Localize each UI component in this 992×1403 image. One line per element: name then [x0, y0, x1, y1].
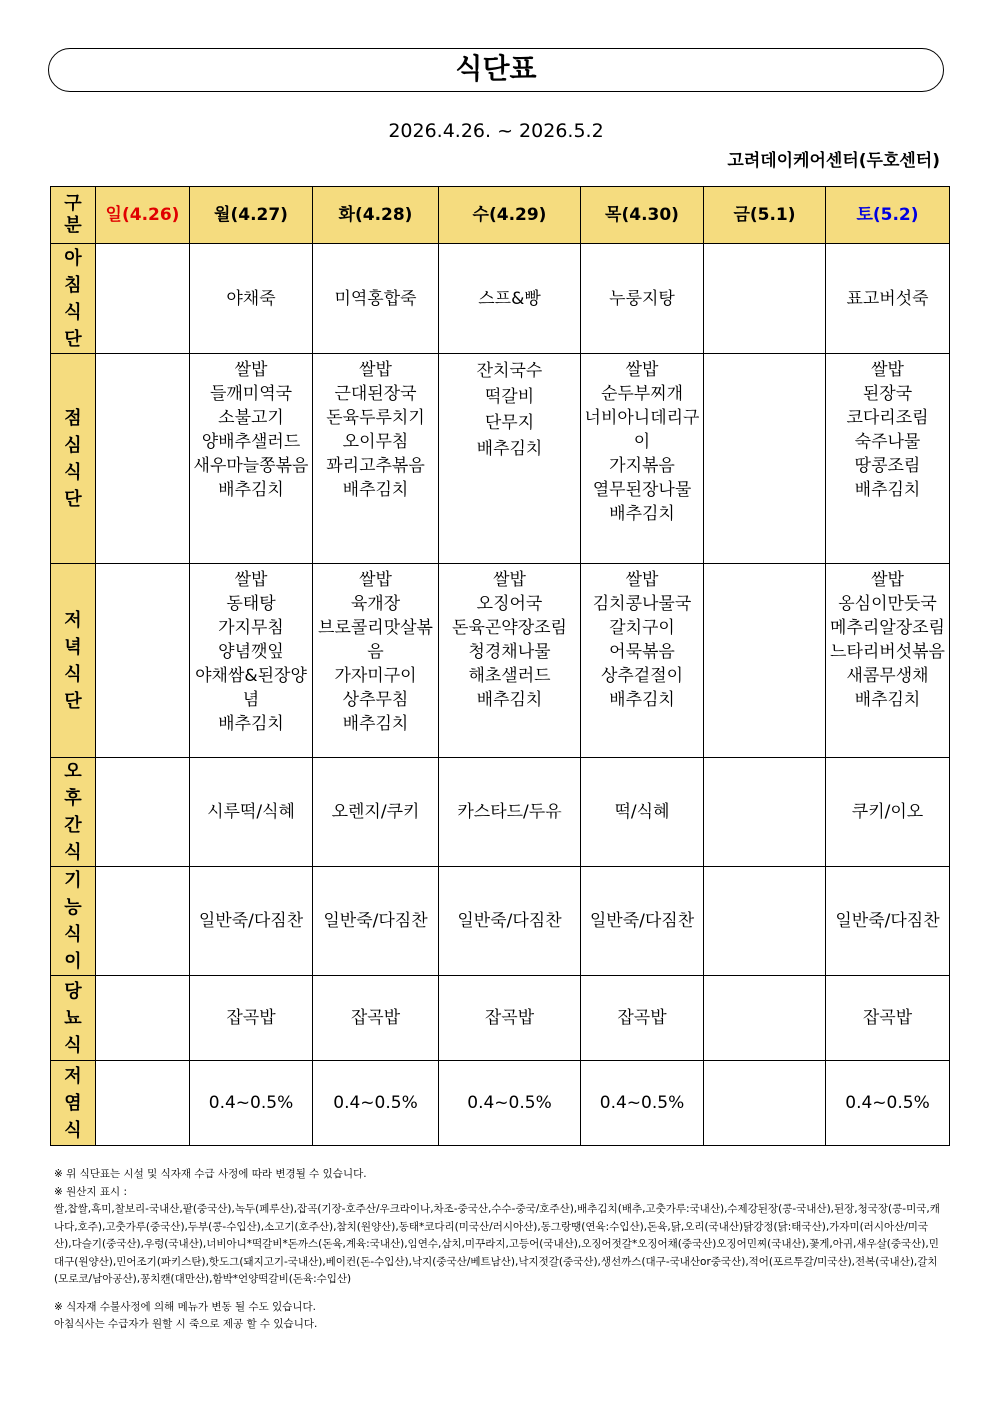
row-label-char: 간 [64, 815, 82, 836]
menu-cell [581, 976, 704, 1061]
menu-cell [704, 564, 826, 758]
row-label-char: 단 [64, 488, 82, 510]
notes [54, 1166, 942, 1334]
menu-cell [439, 1061, 581, 1146]
row-label-char: 염 [64, 1092, 82, 1114]
menu-item: 일반죽/다짐찬 [457, 911, 562, 931]
period: 2026.4.26. ~ 2026.5.2 [388, 120, 604, 142]
menu-item: 표고버섯죽 [846, 288, 929, 309]
menu-item: 단무지 [484, 413, 535, 433]
menu-item: 순두부찌개 [600, 384, 684, 404]
row-breakfast [51, 244, 950, 354]
menu-cell [826, 976, 950, 1061]
menu-item: 스프&빵 [478, 288, 541, 309]
menu-cell [439, 976, 581, 1061]
menu-item: 쿠키/이오 [851, 802, 924, 822]
menu-item: 메추리알장조림 [830, 618, 945, 638]
row-label-char: 식 [64, 1034, 82, 1056]
menu-cell [581, 244, 704, 354]
menu-item: 숙주나물 [854, 432, 921, 452]
menu-item: 오이무침 [342, 432, 409, 452]
row-dinner [51, 564, 950, 758]
menu-cell [313, 758, 439, 867]
row-texture-diet [51, 867, 950, 976]
menu-cell [190, 244, 313, 354]
menu-item: 육개장 [350, 594, 401, 614]
menu-item: 카스타드/두유 [457, 802, 562, 822]
day-header-fri: 금(5.1) [704, 187, 826, 244]
menu-item: 떡갈비 [484, 387, 535, 407]
menu-cell [190, 564, 313, 758]
row-label-char: 단 [64, 690, 82, 712]
menu-item: 미역홍합죽 [334, 288, 417, 309]
menu-item: 근대된장국 [334, 384, 417, 404]
day-header-wed: 수(4.29) [439, 187, 581, 244]
menu-cell [439, 758, 581, 867]
menu-item: 배추김치 [609, 504, 675, 524]
menu-cell [704, 244, 826, 354]
menu-item: 잡곡밥 [226, 1008, 276, 1028]
breakfast-notice: 아침식사는 수급자가 원할 시 죽으로 제공 할 수 있습니다. [54, 1318, 318, 1330]
day-header-thu: 목(4.30) [581, 187, 704, 244]
row-label-char: 능 [64, 897, 82, 918]
row-label-char: 오 [64, 761, 82, 782]
menu-cell [439, 867, 581, 976]
menu-item: 새콤무생채 [846, 666, 929, 686]
menu-cell [190, 1061, 313, 1146]
menu-cell [439, 354, 581, 564]
menu-cell [439, 244, 581, 354]
row-low-salt-diet [51, 1061, 950, 1146]
menu-cell [96, 244, 190, 354]
menu-item: 양배추샐러드 [201, 432, 301, 452]
row-diabetic-diet [51, 976, 950, 1061]
menu-item: 가자미구이 [334, 666, 417, 686]
menu-cell [581, 1061, 704, 1146]
menu-item: 잡곡밥 [862, 1008, 913, 1028]
menu-item: 배추김치 [342, 714, 409, 734]
menu-item: 쌀밥 [625, 360, 659, 380]
menu-item: 잡곡밥 [617, 1008, 667, 1028]
title-box [48, 48, 944, 92]
row-label-diabetic-diet [51, 976, 96, 1061]
menu-item: 쌀밥 [234, 360, 268, 380]
origin-text: 쌀,찹쌀,흑미,찰보리-국내산,팥(중국산),녹두(페루산),잡곡(기장-호주산/우크라이나,차조-중국산,수수-중국/호주산),배추김치(배추,고춧가루:국내산),수제강된장(콩-국내산),된장,청국장(콩-미국,캐나다,호주),고춧가루(중국산),두부(콩-수입산),소고기(호주산),참치(원양산),동태*코다리(미국산/러시아산),동그랑땡(연육:수입산),돈육,닭,오리(국내산)닭강정(닭:태국산),가자미(러시아산/미국산),다슬기(중국산),우렁(국내산),너비아니*떡갈비*돈까스(돈육,계육:국내산),임연수,삼치,미꾸라지,고등어(국내산),오징어젓갈*오징어채(중국산)오징어민찌(국내산),꽃게,아귀,새우살(중국산),민대구(원양산),민어조기(파키스탄),핫도그(돼지고기-국내산),베이컨(돈-수입산),낙지(중국산/베트남산),낙지젓갈(중국산),생선까스(대구-국내산or중국산),적어(포르투갈/미국산),전복(국내산),갈치(모로코/남아공산),꽁치캔(대만산),함박*언양떡갈비(돈육:수입산) [54, 1203, 940, 1285]
menu-item: 갈치구이 [609, 618, 675, 638]
menu-item: 배추김치 [218, 714, 284, 734]
menu-cell [96, 564, 190, 758]
row-label-char: 뇨 [64, 1007, 82, 1029]
row-label-char: 식 [64, 1119, 82, 1141]
menu-cell [96, 976, 190, 1061]
menu-item: 일반죽/다짐찬 [589, 911, 695, 931]
row-label-char: 단 [64, 328, 82, 350]
menu-cell [704, 758, 826, 867]
menu-cell [96, 867, 190, 976]
menu-cell [826, 564, 950, 758]
menu-cell [313, 564, 439, 758]
menu-cell [96, 758, 190, 867]
menu-cell [826, 354, 950, 564]
menu-item: 가지볶음 [609, 456, 675, 476]
menu-cell [704, 1061, 826, 1146]
menu-table [50, 186, 950, 1146]
row-label-breakfast [51, 244, 96, 354]
menu-item: 0.4~0.5% [467, 1093, 552, 1113]
menu-item: 느타리버섯볶음 [830, 642, 945, 662]
row-label-char: 식 [64, 842, 82, 863]
menu-cell [96, 354, 190, 564]
menu-item: 어묵볶음 [609, 642, 675, 662]
menu-cell [313, 1061, 439, 1146]
menu-item: 잔치국수 [476, 361, 543, 381]
menu-item: 열무된장나물 [592, 480, 692, 500]
menu-item: 0.4~0.5% [333, 1093, 418, 1113]
day-header-sun: 일(4.26) [96, 187, 190, 244]
menu-item: 동태탕 [226, 594, 276, 614]
row-label-snack [51, 758, 96, 867]
row-label-char: 식 [64, 301, 82, 323]
menu-item: 쌀밥 [493, 570, 526, 590]
menu-cell [826, 758, 950, 867]
menu-cell [704, 354, 826, 564]
menu-item: 들깨미역국 [209, 384, 293, 404]
menu-item: 김치콩나물국 [592, 594, 692, 614]
row-label-char: 식 [64, 924, 82, 945]
menu-item: 일반죽/다짐찬 [835, 911, 940, 931]
menu-item: 코다리조림 [846, 408, 929, 428]
day-header-tue: 화(4.28) [313, 187, 439, 244]
menu-item: 땅콩조림 [854, 456, 921, 476]
menu-cell [826, 244, 950, 354]
menu-item: 옹심이만둣국 [838, 594, 937, 614]
menu-item: 야채죽 [226, 288, 276, 309]
row-label-dinner [51, 564, 96, 758]
menu-item: 쌀밥 [871, 360, 904, 380]
menu-item: 쌀밥 [234, 570, 268, 590]
row-label-lunch [51, 354, 96, 564]
menu-cell [313, 867, 439, 976]
row-label-char: 아 [64, 247, 82, 269]
menu-cell [581, 354, 704, 564]
menu-item: 누룽지탕 [609, 288, 675, 309]
menu-item: 해초샐러드 [468, 666, 551, 686]
row-label-char: 저 [64, 609, 82, 631]
menu-item: 배추김치 [476, 690, 543, 710]
menu-item: 0.4~0.5% [845, 1093, 930, 1113]
origin-heading: ※ 원산지 표시 : [54, 1185, 128, 1198]
menu-cell [581, 867, 704, 976]
supply-notice: ※ 식자재 수불사정에 의해 메뉴가 변동 될 수도 있습니다. [54, 1300, 316, 1313]
menu-item: 일반죽/다짐찬 [323, 911, 428, 931]
page-title: 식단표 [455, 52, 537, 85]
menu-item: 쌀밥 [871, 570, 904, 590]
menu-cell [704, 867, 826, 976]
menu-item: 오징어국 [476, 594, 543, 614]
menu-item: 가지무침 [218, 618, 284, 638]
menu-item: 꽈리고추볶음 [326, 456, 425, 476]
menu-item: 돈육두루치기 [326, 408, 425, 428]
row-label-texture-diet [51, 867, 96, 976]
corner-cell [51, 187, 96, 244]
menu-item: 떡/식혜 [614, 802, 670, 822]
row-label-low-salt-diet [51, 1061, 96, 1146]
menu-item: 일반죽/다짐찬 [198, 911, 304, 931]
menu-cell [190, 758, 313, 867]
menu-item: 오렌지/쿠키 [331, 802, 420, 822]
row-label-char: 기 [64, 870, 82, 891]
corner-char: 분 [64, 215, 82, 236]
menu-cell [826, 867, 950, 976]
menu-item: 배추김치 [609, 690, 675, 710]
menu-item: 쌀밥 [359, 360, 392, 380]
day-header-mon: 월(4.27) [190, 187, 313, 244]
corner-char: 구 [64, 193, 82, 214]
menu-cell [190, 354, 313, 564]
menu-item: 쌀밥 [625, 570, 659, 590]
menu-item: 상추겉절이 [600, 666, 684, 686]
menu-item: 배추김치 [342, 480, 409, 500]
menu-cell [313, 354, 439, 564]
row-label-char: 저 [64, 1065, 82, 1087]
menu-item: 양념깻잎 [218, 642, 284, 662]
menu-item: 브로콜리맛살볶음 [318, 618, 433, 662]
menu-cell [313, 976, 439, 1061]
menu-item: 새우마늘쫑볶음 [193, 456, 309, 476]
menu-item: 돈육곤약장조림 [452, 618, 567, 638]
menu-item: 쌀밥 [359, 570, 392, 590]
menu-item: 배추김치 [854, 690, 921, 710]
row-snack [51, 758, 950, 867]
row-label-char: 식 [64, 663, 82, 685]
menu-item: 배추김치 [854, 480, 921, 500]
row-label-char: 식 [64, 461, 82, 483]
menu-cell [581, 564, 704, 758]
menu-cell [313, 244, 439, 354]
menu-cell [96, 1061, 190, 1146]
menu-item: 청경채나물 [468, 642, 551, 662]
menu-item: 시루떡/식혜 [207, 802, 295, 822]
row-label-char: 후 [64, 788, 82, 809]
menu-cell [704, 976, 826, 1061]
menu-item: 야채쌈&된장양념 [195, 666, 307, 710]
menu-item: 0.4~0.5% [208, 1093, 294, 1113]
menu-item: 소불고기 [218, 408, 284, 428]
menu-item: 배추김치 [218, 480, 284, 500]
menu-item: 배추김치 [476, 439, 543, 459]
menu-cell [581, 758, 704, 867]
row-label-char: 점 [64, 407, 82, 429]
row-label-char: 당 [64, 980, 82, 1002]
menu-cell [190, 976, 313, 1061]
menu-item: 0.4~0.5% [599, 1093, 685, 1113]
change-notice: ※ 위 식단표는 시설 및 식자재 수급 사정에 따라 변경될 수 있습니다. [54, 1168, 367, 1180]
row-label-char: 심 [64, 434, 82, 456]
row-lunch [51, 354, 950, 564]
header-row [51, 187, 950, 244]
menu-cell [826, 1061, 950, 1146]
menu-item: 된장국 [862, 384, 913, 404]
menu-item: 잡곡밥 [350, 1008, 401, 1028]
menu-cell [439, 564, 581, 758]
menu-item: 잡곡밥 [484, 1008, 535, 1028]
day-header-sat: 토(5.2) [826, 187, 950, 244]
menu-item: 너비아니데리구이 [584, 408, 700, 452]
menu-item: 상추무침 [342, 690, 409, 710]
menu-cell [190, 867, 313, 976]
row-label-char: 녁 [64, 636, 82, 658]
row-label-char: 이 [64, 951, 82, 972]
center-name: 고려데이케어센터(두호센터) [727, 151, 940, 171]
row-label-char: 침 [64, 274, 82, 296]
